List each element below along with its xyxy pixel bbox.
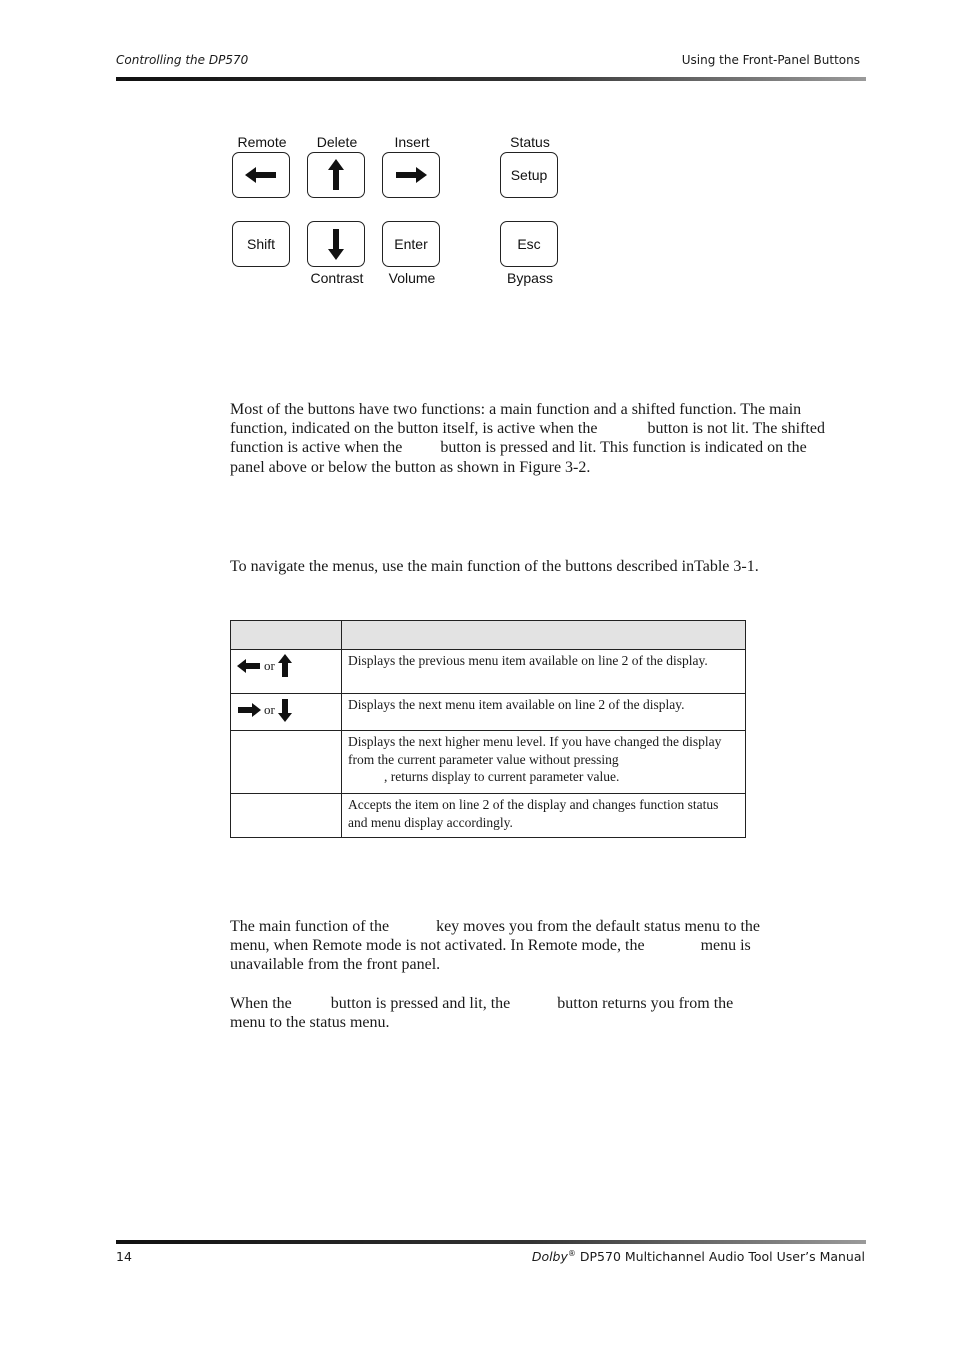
arrow-left-icon xyxy=(237,659,261,673)
table-cell xyxy=(231,694,342,731)
left-arrow-key xyxy=(232,152,290,198)
table-header-cell xyxy=(342,621,746,650)
table-cell-fragment xyxy=(231,650,341,678)
esc-key: Esc xyxy=(500,221,558,267)
text-fragment: function is active when the xyxy=(230,439,403,457)
enter-key: Enter xyxy=(382,221,440,267)
text-line: panel above or below the button as shown in Figure 3-2. xyxy=(230,458,591,476)
running-header-right: Using the Front-Panel Buttons xyxy=(681,53,860,67)
table-cell: Accepts the item on line 2 of the display and changes function status and menu display accordingly. xyxy=(342,794,746,838)
down-arrow-key xyxy=(307,221,365,267)
header-rule xyxy=(116,77,866,81)
brand-name: Dolby xyxy=(531,1249,568,1265)
text-fragment: menu, when Remote mode is not activated. In Remote mode, the xyxy=(230,937,645,955)
paragraph-setup-key xyxy=(230,917,862,975)
running-header-left: Controlling the DP570 xyxy=(116,53,249,67)
text-line: Most of the buttons have two functions: a main function and a shifted function. The main xyxy=(230,401,802,418)
text-fragment: function, indicated on the button itself, is active when the xyxy=(230,420,598,438)
text-fragment: button is pressed and lit. This function is indicated on the xyxy=(440,439,807,457)
status-label: Status xyxy=(510,134,550,150)
text-fragment: The main function of the xyxy=(230,918,390,935)
footer-title xyxy=(532,1249,865,1264)
table-cell-text: , returns display to current parameter value. xyxy=(384,769,620,784)
table-cell xyxy=(231,731,342,794)
arrow-down-icon xyxy=(278,698,292,722)
paragraph-navigation xyxy=(230,557,862,576)
right-arrow-key xyxy=(382,152,440,198)
remote-label: Remote xyxy=(237,134,287,150)
arrow-left-icon xyxy=(245,167,277,183)
page-number: 14 xyxy=(116,1249,132,1264)
table-cell-fragment xyxy=(231,694,341,722)
bypass-label: Bypass xyxy=(507,270,553,286)
arrow-up-icon xyxy=(328,159,344,191)
table-header-cell xyxy=(231,621,342,650)
table-header-row xyxy=(231,621,746,650)
contrast-label: Contrast xyxy=(310,270,364,286)
navigation-table xyxy=(230,620,746,838)
table-cell-text: Displays the next higher menu level. If you have changed the display from the current parameter value without pressing xyxy=(348,734,722,767)
text-fragment: menu is xyxy=(700,937,751,955)
shift-key: Shift xyxy=(232,221,290,267)
text-line xyxy=(230,419,862,438)
volume-label: Volume xyxy=(388,270,436,286)
table-cell: Displays the previous menu item available on line 2 of the display. xyxy=(342,650,746,694)
arrow-down-icon xyxy=(328,228,344,260)
table-cell xyxy=(231,650,342,694)
table-row xyxy=(231,650,746,694)
table-row xyxy=(231,731,746,794)
arrow-up-icon xyxy=(278,654,292,678)
arrow-right-icon xyxy=(395,167,427,183)
text-fragment: button returns you from the xyxy=(557,995,734,1012)
arrow-right-icon xyxy=(237,703,261,717)
text-line: unavailable from the front panel. xyxy=(230,956,441,974)
table-cell: Displays the next menu item available on line 2 of the display. xyxy=(342,694,746,731)
registered-mark: ® xyxy=(567,1249,576,1258)
insert-label: Insert xyxy=(394,134,430,150)
table-row xyxy=(231,694,746,731)
footer-rule xyxy=(116,1240,866,1244)
or-label: or xyxy=(264,702,275,718)
table-row xyxy=(231,794,746,838)
paragraph-button-functions xyxy=(230,400,862,477)
delete-label: Delete xyxy=(316,134,358,150)
table-cell xyxy=(342,731,746,794)
text-line: menu to the status menu. xyxy=(230,1014,390,1032)
text-line xyxy=(230,936,862,955)
text-line xyxy=(230,917,862,936)
manual-title: DP570 Multichannel Audio Tool User’s Manual xyxy=(579,1249,865,1265)
setup-key: Setup xyxy=(500,152,558,198)
text-line xyxy=(230,994,862,1013)
text-fragment: When the xyxy=(230,995,292,1012)
table-cell xyxy=(231,794,342,838)
text-line xyxy=(230,438,862,457)
or-label: or xyxy=(264,658,275,674)
paragraph-shift-status xyxy=(230,994,862,1032)
text-fragment: button is pressed and lit, the xyxy=(330,995,511,1012)
text-fragment: key moves you from the default status menu to the xyxy=(436,918,760,935)
text-line: To navigate the menus, use the main function of the buttons described inTable 3-1. xyxy=(230,558,759,575)
up-arrow-key xyxy=(307,152,365,198)
text-fragment: button is not lit. The shifted xyxy=(647,420,825,438)
